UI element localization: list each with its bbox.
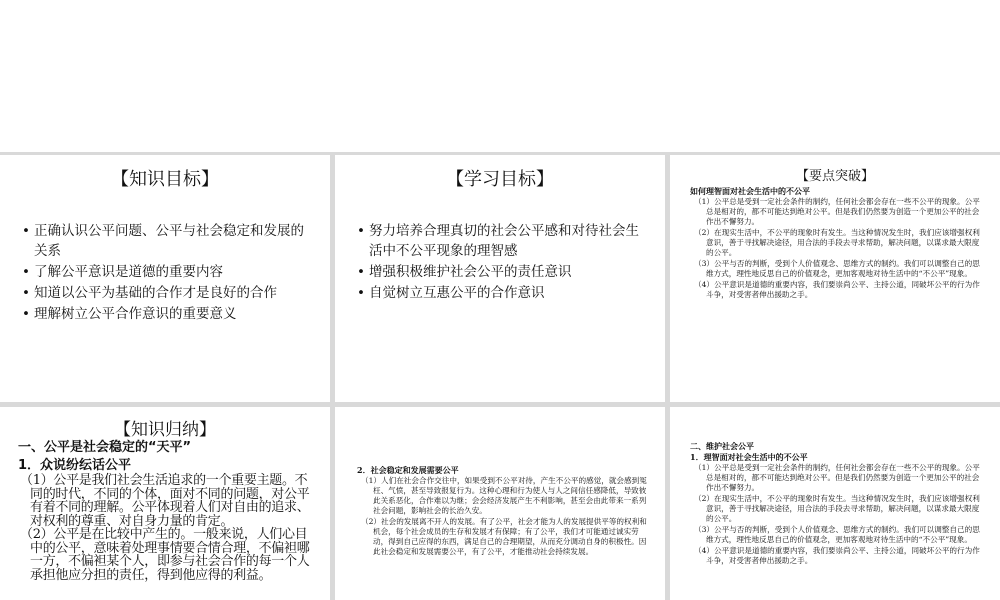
- paragraph: （4）公平意识是道德的重要内容，我们要崇尚公平、主持公道，同破坏公平的行为作斗争，对受害者伸出援助之手。: [694, 546, 980, 565]
- subsection-heading: 1．理智面对社会生活中的不公平: [690, 452, 808, 462]
- paragraph: （1）公平总是受到一定社会条件的制约，任何社会都会存在一些不公平的现象。公平总是相对的，都不可能达到绝对公平。但是我们仍然要为创造一个更加公平的社会作出不懈努力。: [694, 197, 980, 226]
- slide-body: [690, 186, 980, 300]
- slide-body: [357, 465, 647, 557]
- paragraph: （2）社会的发展离不开人的发展。有了公平，社会才能为人的发展提供平等的权利和机会，每个社会成员的生存和发展才有保障；有了公平，我们才可能通过诚实劳动，得到自己应得的东西，满足自己的合理期望，从而充分调动自身的积极性。因此社会稳定和发展需要公平，有了公平，才能推动社会持续发展。: [361, 517, 647, 556]
- bullet-list: [369, 221, 645, 303]
- slide-title: 【知识归纳】: [114, 420, 216, 440]
- bullet-item: • 正确认识公平问题、公平与社会稳定和发展的关系: [34, 221, 310, 261]
- paragraph: （1）公平总是受到一定社会条件的制约，任何社会都会存在一些不公平的现象。公平总是相对的，都不可能达到绝对公平。但是我们仍然要为创造一个更加公平的社会作出不懈努力。: [694, 463, 980, 492]
- bullet-list: [34, 221, 310, 324]
- slide-stability-needs-fairness[interactable]: [335, 407, 665, 600]
- section-heading: 二、维护社会公平: [690, 441, 754, 451]
- paragraph: （1）公平是我们社会生活追求的一个重要主题。不同的时代，不同的个体，面对不同的问题，对公平有着不同的理解。公平体现着人们对自由的追求、对权利的尊重、对自身力量的肯定。: [20, 473, 310, 529]
- slide-learning-goals[interactable]: [335, 155, 665, 402]
- paragraph: （4）公平意识是道德的重要内容，我们要崇尚公平、主持公道，同破坏公平的行为作斗争，对受害者伸出援助之手。: [694, 280, 980, 299]
- section-heading: 2．社会稳定和发展需要公平: [357, 465, 459, 475]
- bullet-item: • 知道以公平为基础的合作才是良好的合作: [34, 283, 310, 303]
- bullet-item: • 努力培养合理真切的社会公平感和对待社会生活中不公平现象的理智感: [369, 221, 645, 261]
- paragraph: （2）公平是在比较中产生的。一般来说，人们心目中的公平，意味着处理事情要合情合理，不偏袒哪一方，不偏袒某个人，即参与社会合作的每一个人承担他应分担的责任，得到他应得的利益。: [20, 527, 310, 583]
- section-heading: 一、公平是社会稳定的“天平”: [18, 440, 192, 455]
- slide-body: [690, 441, 980, 566]
- bullet-item: • 理解树立公平合作意识的重要意义: [34, 304, 310, 324]
- slide-knowledge-goals[interactable]: [0, 155, 330, 402]
- paragraph: （3）公平与否的判断，受到个人价值观念、思维方式的制约。我们可以调整自己的思维方式，理性地反思自己的价值观念，更加客观地对待生活中的“不公平”现象。: [694, 259, 980, 278]
- paragraph: （1）人们在社会合作交往中，如果受到不公平对待，产生不公平的感觉，就会感到冤枉、气愤，甚至导致报复行为。这种心理和行为使人与人之间信任感降低，导致彼此关系恶化，合作难以为继；会会经济发展产生不利影响，甚至会由此带来一系列社会问题，影响社会的长治久安。: [361, 476, 647, 515]
- section-heading: 如何理智面对社会生活中的不公平: [690, 186, 810, 196]
- subsection-heading: 1．众说纷纭话公平: [18, 458, 132, 473]
- slide-title: 【要点突破】: [795, 169, 874, 184]
- paragraph: （2）在现实生活中，不公平的现象时有发生。当这种情况发生时，我们应该增强权利意识，善于寻找解决途径，用合法的手段去寻求帮助，解决问题，以谋求最大限度的公平。: [694, 494, 980, 523]
- bullet-item: • 自觉树立互惠公平的合作意识: [369, 283, 645, 303]
- slide-title: 【学习目标】: [446, 169, 554, 190]
- slide-title: 【知识目标】: [111, 169, 219, 190]
- blank-top-area: [0, 0, 1000, 152]
- slide-maintain-fairness[interactable]: [670, 407, 1000, 600]
- paragraph: （2）在现实生活中，不公平的现象时有发生。当这种情况发生时，我们应该增强权利意识，善于寻找解决途径，用合法的手段去寻求帮助，解决问题，以谋求最大限度的公平。: [694, 228, 980, 257]
- paragraph: （3）公平与否的判断，受到个人价值观念、思维方式的制约。我们可以调整自己的思维方式，理性地反思自己的价值观念，更加客观地对待生活中的“不公平”现象。: [694, 525, 980, 544]
- bullet-item: • 增强积极维护社会公平的责任意识: [369, 262, 645, 282]
- bullet-item: • 了解公平意识是道德的重要内容: [34, 262, 310, 282]
- slide-key-points[interactable]: [670, 155, 1000, 402]
- slide-knowledge-summary[interactable]: [0, 407, 330, 600]
